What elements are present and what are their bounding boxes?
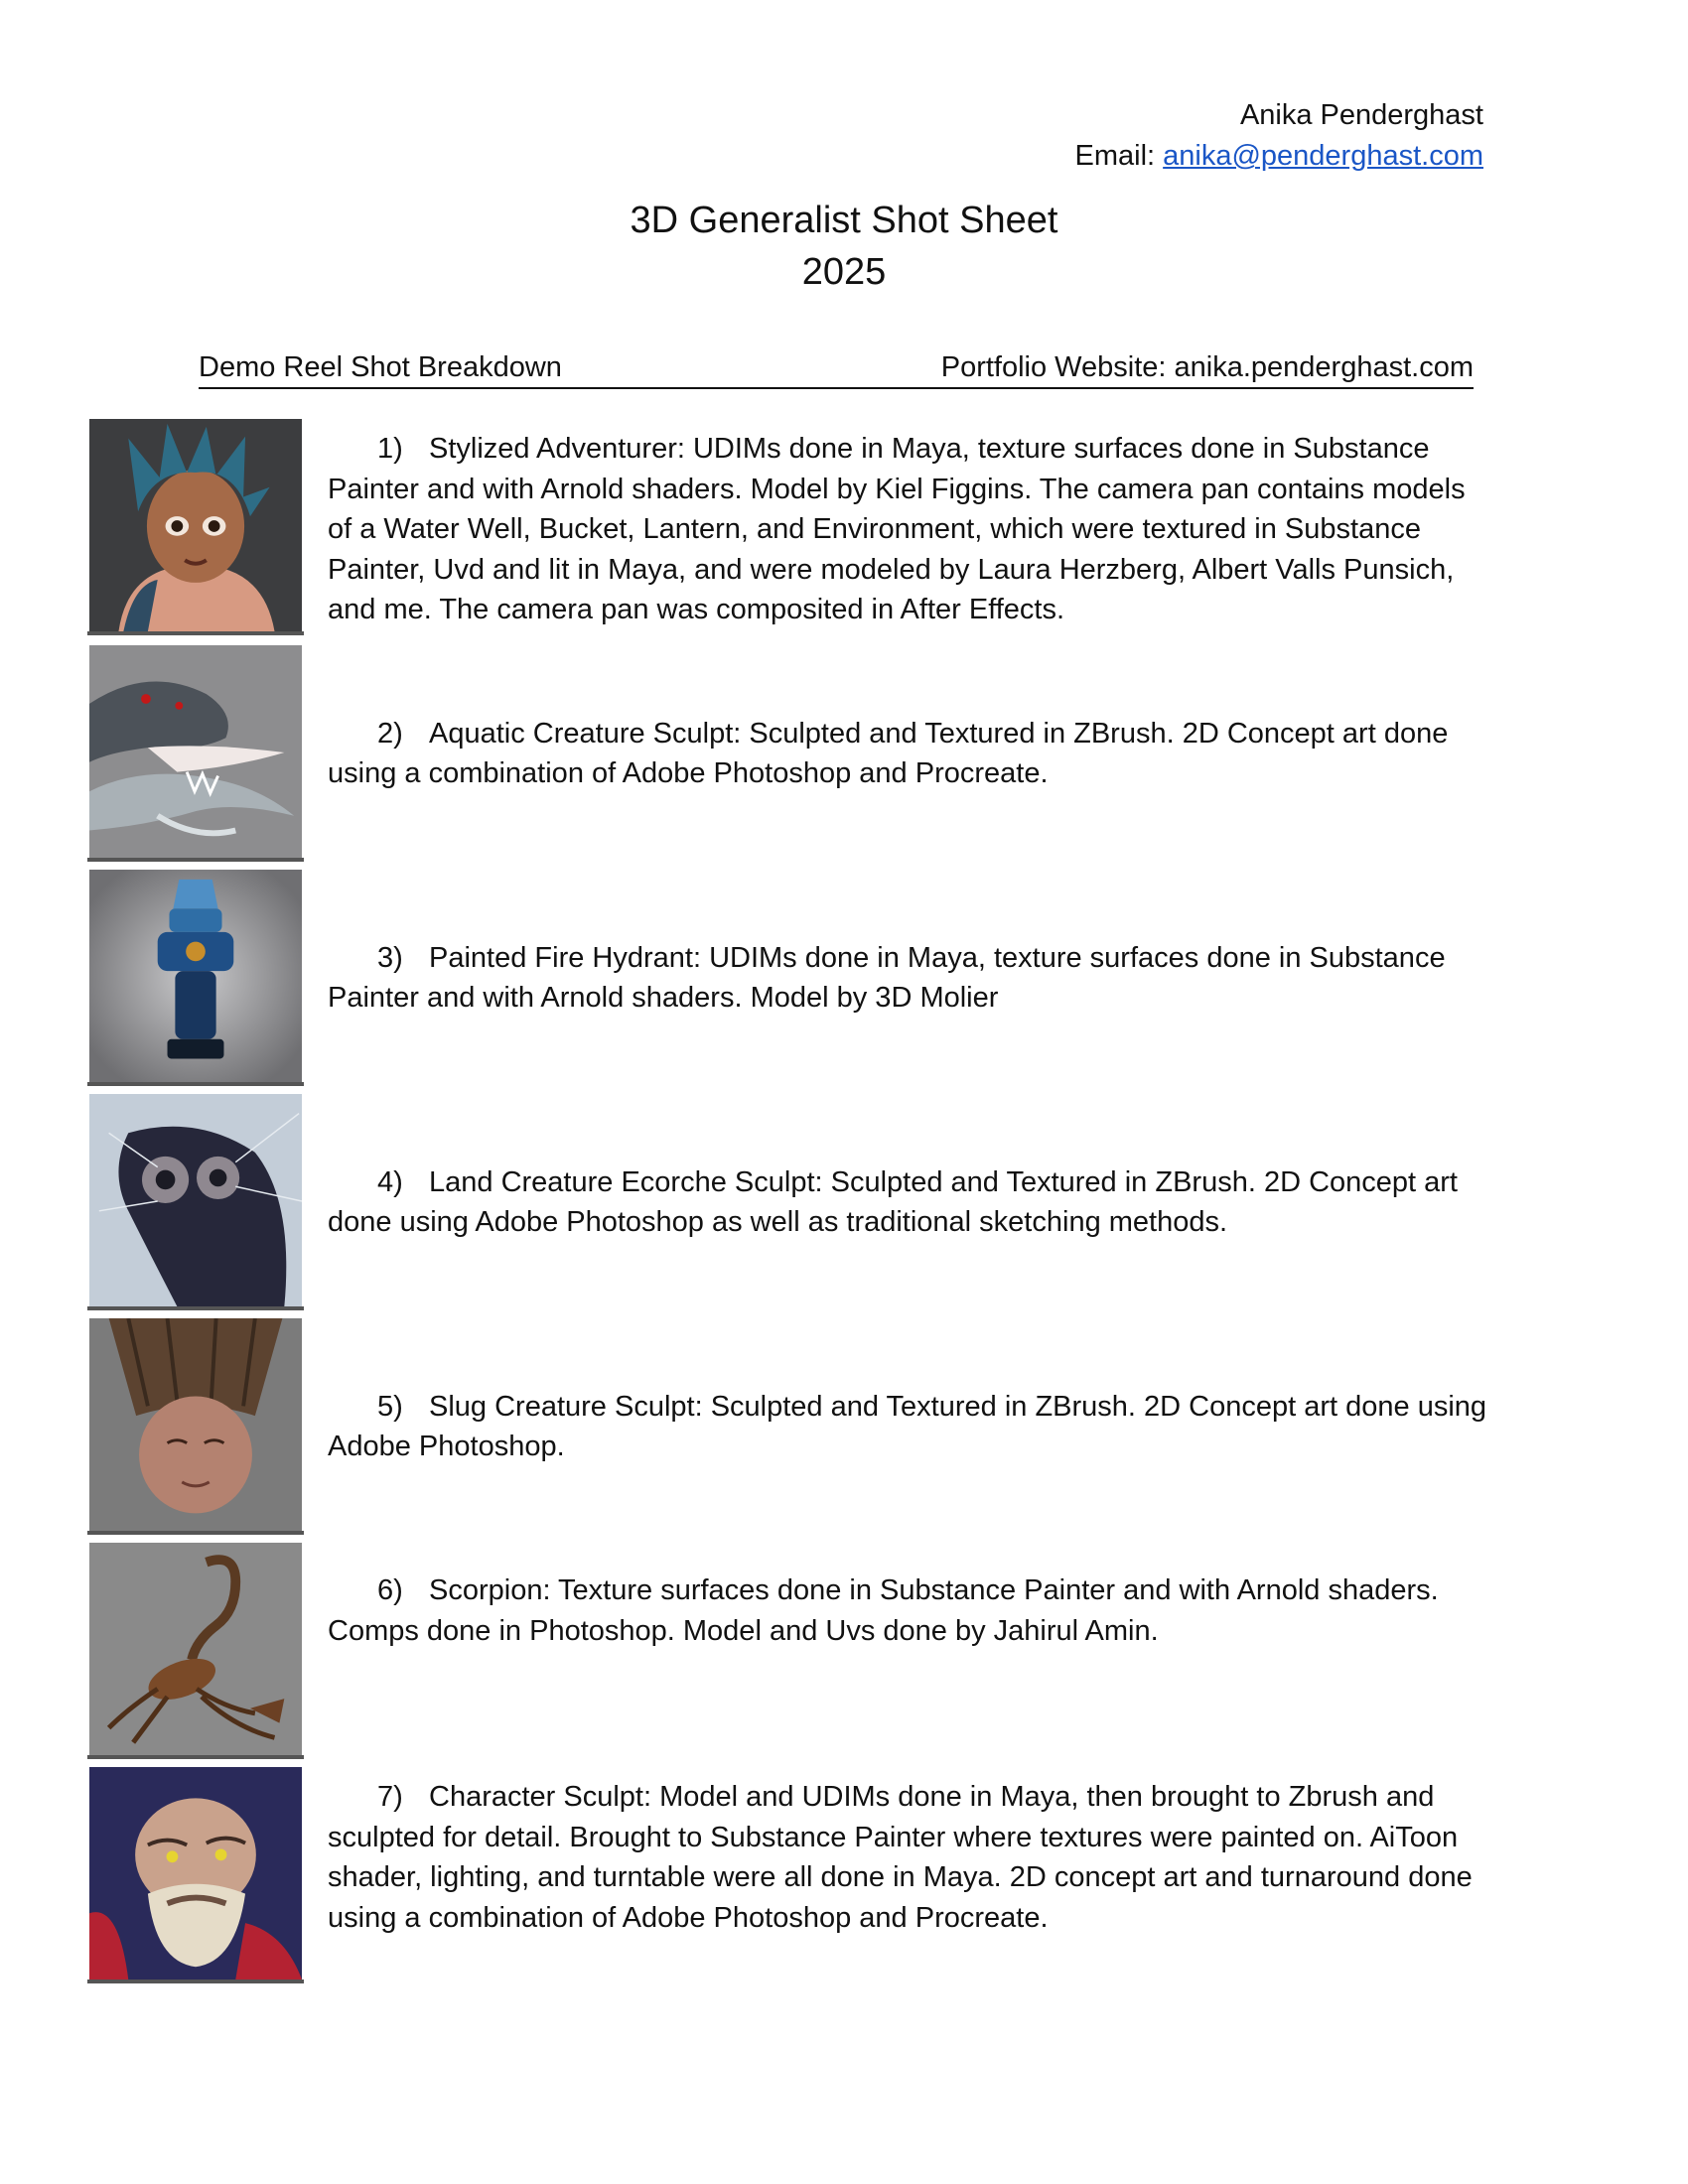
- shot-row: [87, 1543, 1497, 1759]
- shot-row: [87, 419, 1497, 635]
- email-label: Email:: [1074, 140, 1156, 172]
- shot-text: Scorpion: Texture surfaces done in Substance Painter and with Arnold shaders. Comps done in Photoshop. Model and Uvs done by Jahirul Amin.: [328, 1574, 1439, 1647]
- shot-number: 6): [377, 1574, 403, 1606]
- shot-row: [87, 1094, 1497, 1310]
- adventurer-thumbnail: [87, 419, 304, 635]
- shot-description: [328, 1777, 1489, 1938]
- slug-creature-thumbnail: [87, 1318, 304, 1535]
- shot-text: Character Sculpt: Model and UDIMs done in Maya, then brought to Zbrush and sculpted for detail. Brought to Substance Painter where textures were painted on. AiToon shader, lighting, and turntable were all done in Maya. 2D concept art and turnaround done using a combination of Adobe Photoshop and Procreate.: [328, 1781, 1473, 1934]
- shot-description: [328, 938, 1489, 1019]
- subheader-row: [199, 347, 1474, 389]
- shot-description: [328, 714, 1489, 794]
- shot-number: 7): [377, 1781, 403, 1813]
- shot-row: [87, 1318, 1497, 1535]
- shot-description: [328, 1570, 1489, 1651]
- email-link[interactable]: anika@penderghast.com: [1163, 140, 1483, 172]
- fire-hydrant-thumbnail: [87, 870, 304, 1086]
- shot-description: [328, 1387, 1489, 1467]
- author-header: [1075, 95, 1484, 177]
- shot-text: Aquatic Creature Sculpt: Sculpted and Textured in ZBrush. 2D Concept art done using a combination of Adobe Photoshop and Procreate.: [328, 717, 1449, 789]
- shot-text: Stylized Adventurer: UDIMs done in Maya, texture surfaces done in Substance Painter and with Arnold shaders. Model by Kiel Figgins. The camera pan contains models of a Water Well, Bucket, Lantern, and Environment, which were textured in Substance Painter, Uvd and lit in Maya, and were modeled by Laura Herzberg, Albert Valls Punsich, and me. The camera pan was composited in After Effects.: [328, 433, 1466, 625]
- shot-text: Painted Fire Hydrant: UDIMs done in Maya, texture surfaces done in Substance Painter and with Arnold shaders. Model by 3D Molier: [328, 941, 1446, 1014]
- shot-number: 3): [377, 941, 403, 974]
- shot-number: 4): [377, 1165, 403, 1198]
- shot-row: [87, 645, 1497, 862]
- shot-row: [87, 870, 1497, 1086]
- reel-breakdown-label: Demo Reel Shot Breakdown: [199, 351, 562, 383]
- aquatic-creature-thumbnail: [87, 645, 304, 862]
- character-sculpt-thumbnail: [87, 1767, 304, 1983]
- scorpion-thumbnail: [87, 1543, 304, 1759]
- shot-description: [328, 429, 1489, 630]
- shot-row: [87, 1767, 1497, 1983]
- portfolio-website[interactable]: Portfolio Website: anika.penderghast.com: [940, 351, 1474, 383]
- author-name: Anika Penderghast: [1239, 99, 1483, 131]
- email-line: [1075, 136, 1484, 177]
- land-creature-thumbnail: [87, 1094, 304, 1310]
- title-line-1: 3D Generalist Shot Sheet: [630, 200, 1058, 241]
- shot-number: 5): [377, 1390, 403, 1423]
- shot-number: 2): [377, 717, 403, 750]
- shot-text: Land Creature Ecorche Sculpt: Sculpted and Textured in ZBrush. 2D Concept art done using Adobe Photoshop as well as traditional sketching methods.: [328, 1165, 1458, 1238]
- page-title: [0, 195, 1688, 298]
- shot-text: Slug Creature Sculpt: Sculpted and Textured in ZBrush. 2D Concept art done using Adobe Photoshop.: [328, 1390, 1487, 1462]
- shot-description: [328, 1162, 1489, 1243]
- title-line-2: 2025: [801, 251, 887, 293]
- shot-number: 1): [377, 433, 403, 465]
